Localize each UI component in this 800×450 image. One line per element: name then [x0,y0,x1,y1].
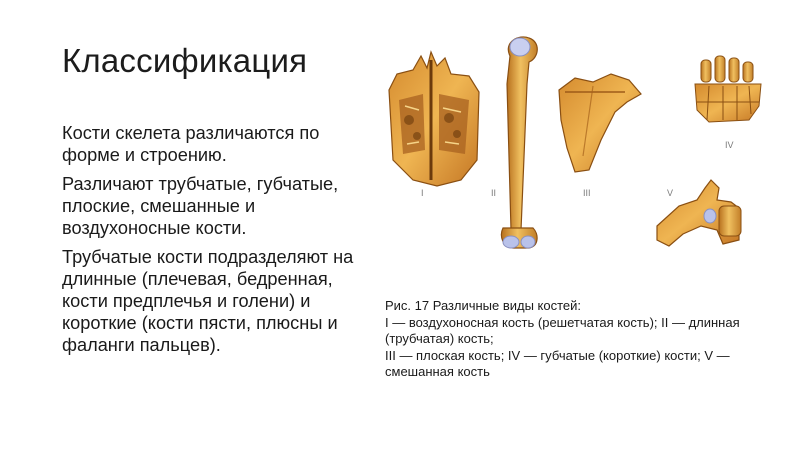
paragraph-bone-types: Различают трубчатые, губчатые, плоские, смешанные и воздухоносные кости. [62,174,339,238]
bone-illustration [379,30,781,263]
slide-title: Классификация [62,42,308,79]
humerus-bone [501,37,537,248]
body-text [62,122,372,363]
figure-label-iii: III [583,188,591,198]
figure-label-iv: IV [725,140,734,150]
paragraph-tubular-bones: Трубчатые кости подразделяют на длинные (плечевая, бедренная, кости предплечья и голени) и короткие (кости пясти, плюсны и фаланги пальцев). [62,247,354,355]
figure-label-ii: II [491,188,497,198]
caption-line: Рис. 17 Различные виды костей: [385,298,582,313]
bone-types-figure [379,30,781,263]
figure-label-i: I [421,188,424,198]
paragraph-bone-shapes: Кости скелета различаются по форме и строению. [62,123,320,165]
figure-caption [385,298,780,381]
ethmoid-bone [389,52,479,186]
scapula-bone [559,74,641,172]
caption-line: I — воздухоносная кость (решетчатая кость); II — длинная (трубчатая) кость; [385,314,740,346]
caption-line: III — плоская кость; IV — губчатые (короткие) кости; V — смешанная кость [385,347,730,379]
figure-label-v: V [667,188,674,198]
carpal-bones [695,56,761,122]
